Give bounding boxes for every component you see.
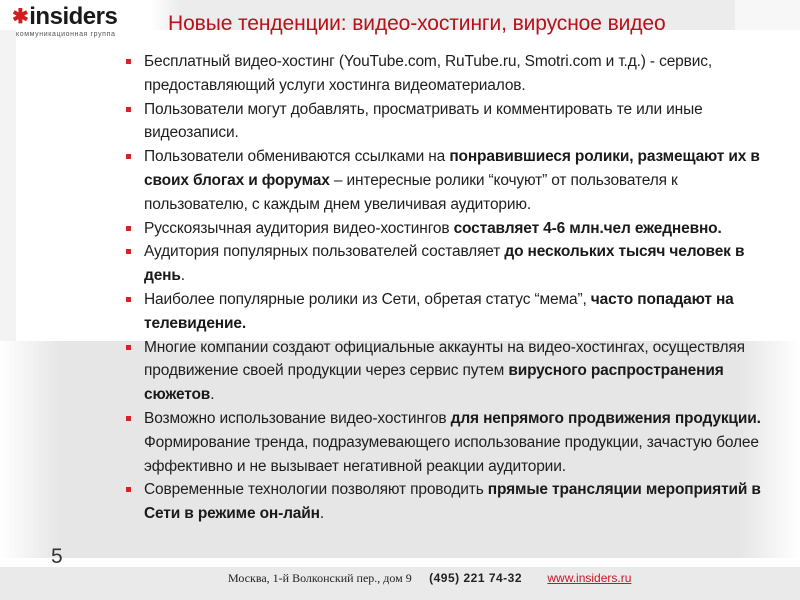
bullet-square-icon (126, 416, 131, 421)
bullet-text-bold: вирусного распространения сюжетов (144, 362, 724, 404)
bullet-square-icon (126, 59, 131, 64)
bullet-text-bold: для непрямого продвижения продукции. (450, 409, 761, 427)
logo-wordmark (12, 5, 122, 29)
bullet-text-bold: до нескольких тысяч человек в день (144, 243, 745, 285)
bullet-square-icon (126, 345, 131, 350)
bullet-text: Бесплатный видео-хостинг (YouTube.com, RuTube.ru, Smotri.com и т.д.) - сервис, предоставляющий услуги хостинга видеоматериалов. (144, 53, 712, 94)
bullet-square-icon (126, 297, 131, 302)
bullet-square-icon (126, 249, 131, 254)
bullet-text-bold: понравившиеся ролики, размещают их в своих блогах и форумах (144, 148, 760, 189)
bullet-square-icon (126, 107, 131, 112)
bullet-square-icon (126, 487, 131, 492)
bullet-item (120, 407, 780, 478)
bullet-text-bold: часто попадают на телевидение. (144, 290, 734, 332)
bullet-text: – интересные ролики “кочуют” от пользователя к пользователю, с каждым днем увеличивая аудиторию. (144, 171, 678, 213)
bullet-square-icon (126, 154, 131, 159)
bullet-text-bold: прямые трансляции мероприятий в Сети в режиме он-лайн (144, 481, 761, 523)
footer-website-link[interactable]: www.insiders.ru (547, 571, 632, 585)
bullet-item (120, 336, 780, 407)
bullet-item (120, 240, 780, 288)
company-logo (12, 5, 122, 49)
page-number: 5 (51, 545, 63, 568)
bullet-text-bold: составляет 4-6 млн.чел ежедневно. (453, 219, 722, 237)
bullet-text: Формирование тренда, подразумевающего использование продукции, зачастую более эффективно и не вызывает негативной реакции аудитории. (144, 433, 759, 475)
logo-mark-icon: ✱ (12, 6, 29, 28)
bullet-item (120, 98, 780, 146)
bullet-text: Пользователи могут добавлять, просматривать и комментировать те или иные видеозаписи. (144, 100, 703, 142)
bullet-item (120, 288, 780, 336)
bullet-item (120, 217, 780, 241)
footer-phone: (495) 221 74-32 (429, 571, 523, 585)
top-right-box (735, 0, 800, 30)
bullet-text: Многие компании создают официальные аккаунты на видео-хостингах, осуществляя продвижение своей продукции через сервис путем (144, 338, 745, 380)
bullet-text: Русскоязычная аудитория видео-хостингов (144, 219, 454, 237)
logo-text: insiders (29, 3, 118, 30)
bullet-text: Наиболее популярные ролики из Сети, обретая статус “мема”, (144, 290, 591, 308)
bullet-square-icon (126, 226, 131, 231)
bullet-text: . (180, 267, 185, 285)
bullet-list (120, 50, 780, 526)
bullet-text: Аудитория популярных пользователей составляет (144, 243, 505, 261)
bullet-item (120, 478, 780, 526)
footer-address: Москва, 1-й Волконский пер., дом 9 (228, 571, 412, 585)
slide-title: Новые тенденции: видео-хостинги, вирусное видео (168, 12, 666, 35)
logo-subtitle: коммуникационная группа (16, 31, 116, 38)
bullet-text: . (210, 386, 215, 404)
footer (228, 571, 631, 586)
bullet-text: Пользователи обмениваются ссылками на (144, 148, 450, 166)
bullet-text: Современные технологии позволяют проводить (144, 481, 488, 499)
bullet-item (120, 50, 780, 98)
bullet-text: Возможно использование видео-хостингов (144, 409, 451, 427)
bullet-text: . (319, 505, 325, 523)
bullet-item (120, 145, 780, 216)
